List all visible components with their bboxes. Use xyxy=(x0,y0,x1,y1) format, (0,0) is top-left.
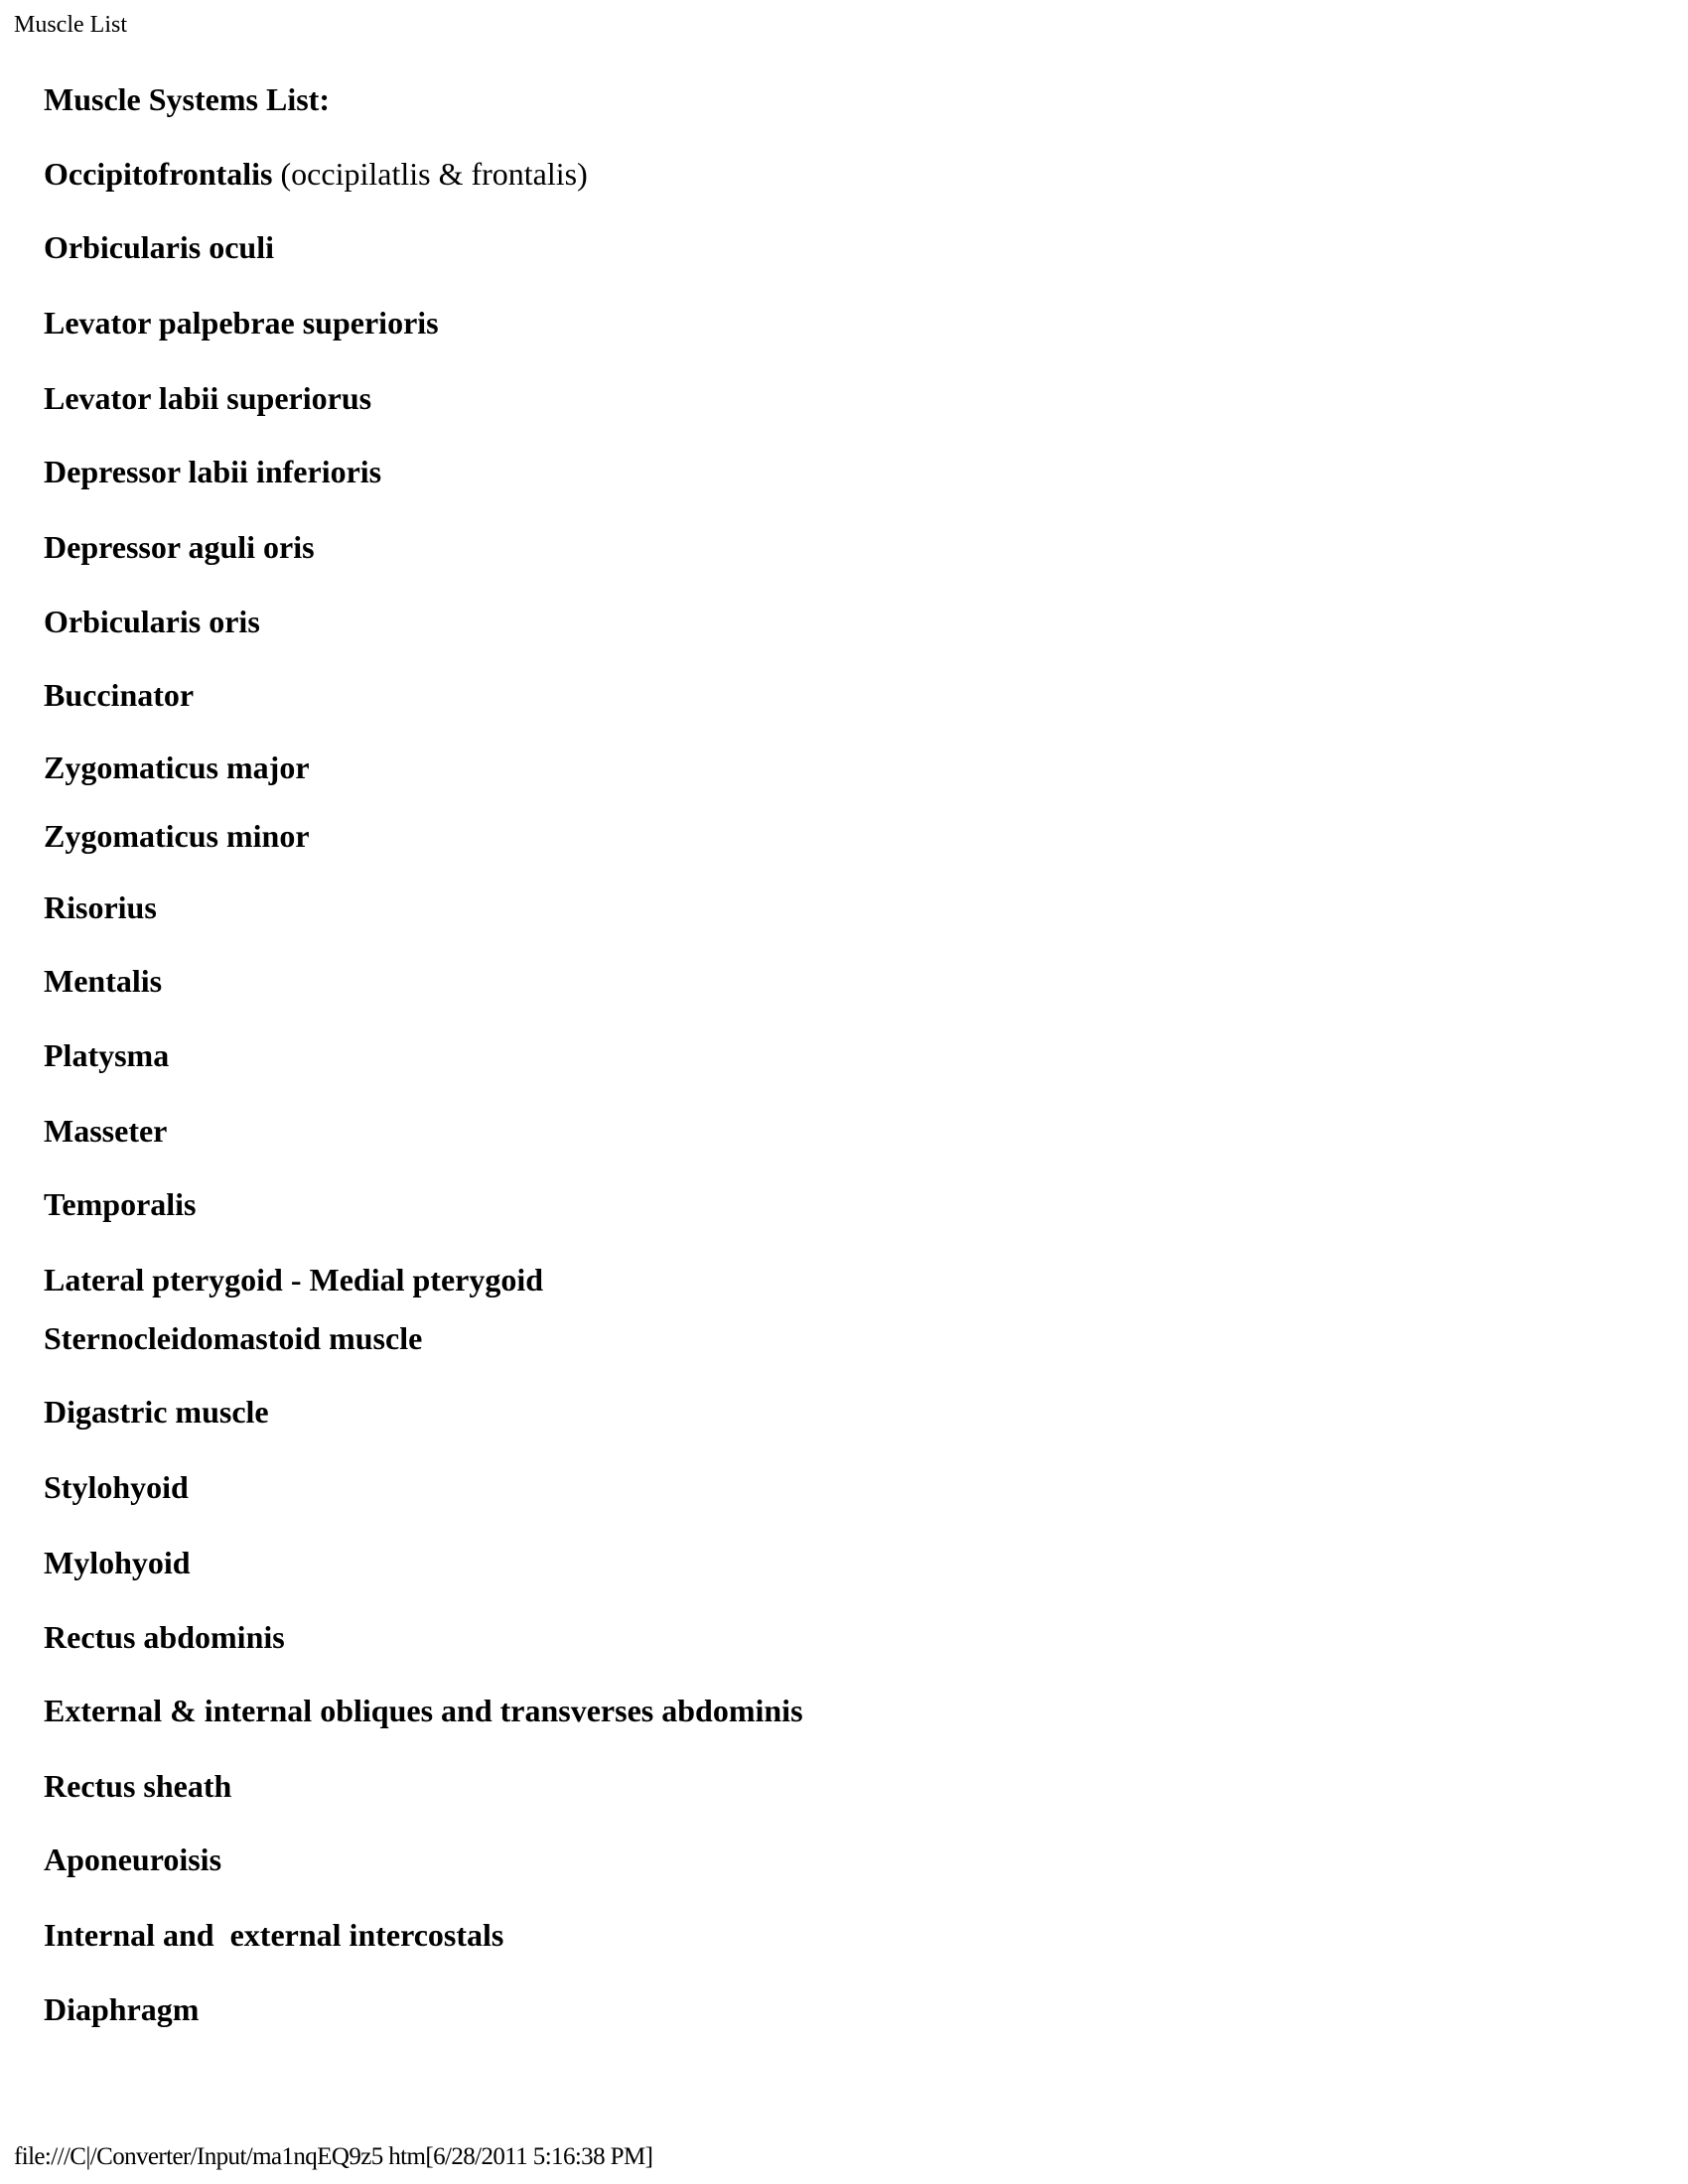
list-item-bold-label: Occipitofrontalis xyxy=(44,156,273,192)
list-item: Internal and external intercostals xyxy=(44,1917,504,1953)
list-item: Levator palpebrae superioris xyxy=(44,305,439,341)
list-item: Stylohyoid xyxy=(44,1469,189,1505)
list-item: Risorius xyxy=(44,889,157,925)
document-title: Muscle Systems List: xyxy=(44,81,330,117)
list-item: Orbicularis oris xyxy=(44,604,260,639)
list-item: Digastric muscle xyxy=(44,1394,269,1430)
list-item: Aponeuroisis xyxy=(44,1842,222,1877)
list-item: Rectus abdominis xyxy=(44,1619,285,1655)
list-item: Lateral pterygoid - Medial pterygoid xyxy=(44,1262,544,1297)
list-item-note: (occipilatlis & frontalis) xyxy=(272,156,588,192)
list-item: Mentalis xyxy=(44,963,163,999)
list-item: Mylohyoid xyxy=(44,1545,191,1580)
list-item: External & internal obliques and transverses abdominis xyxy=(44,1693,803,1728)
page-header-title: Muscle List xyxy=(14,12,127,38)
page-footer-url: file:///C|/Converter/Input/ma1nqEQ9z5 htm[6/28/2011 5:16:38 PM] xyxy=(14,2143,653,2170)
list-item: Buccinator xyxy=(44,677,195,713)
list-item: Diaphragm xyxy=(44,1991,200,2027)
list-item: Levator labii superiorus xyxy=(44,380,372,416)
list-item: Zygomaticus major xyxy=(44,750,310,785)
list-item: Zygomaticus minor xyxy=(44,818,310,854)
list-item: Platysma xyxy=(44,1037,170,1073)
list-item: Masseter xyxy=(44,1113,168,1149)
list-item: Depressor aguli oris xyxy=(44,529,315,565)
list-item: Orbicularis oculi xyxy=(44,229,274,265)
list-item: Sternocleidomastoid muscle xyxy=(44,1320,423,1356)
list-item-occipitofrontalis xyxy=(44,156,588,192)
list-item: Depressor labii inferioris xyxy=(44,454,382,489)
list-item: Temporalis xyxy=(44,1186,197,1222)
list-item: Rectus sheath xyxy=(44,1768,232,1804)
